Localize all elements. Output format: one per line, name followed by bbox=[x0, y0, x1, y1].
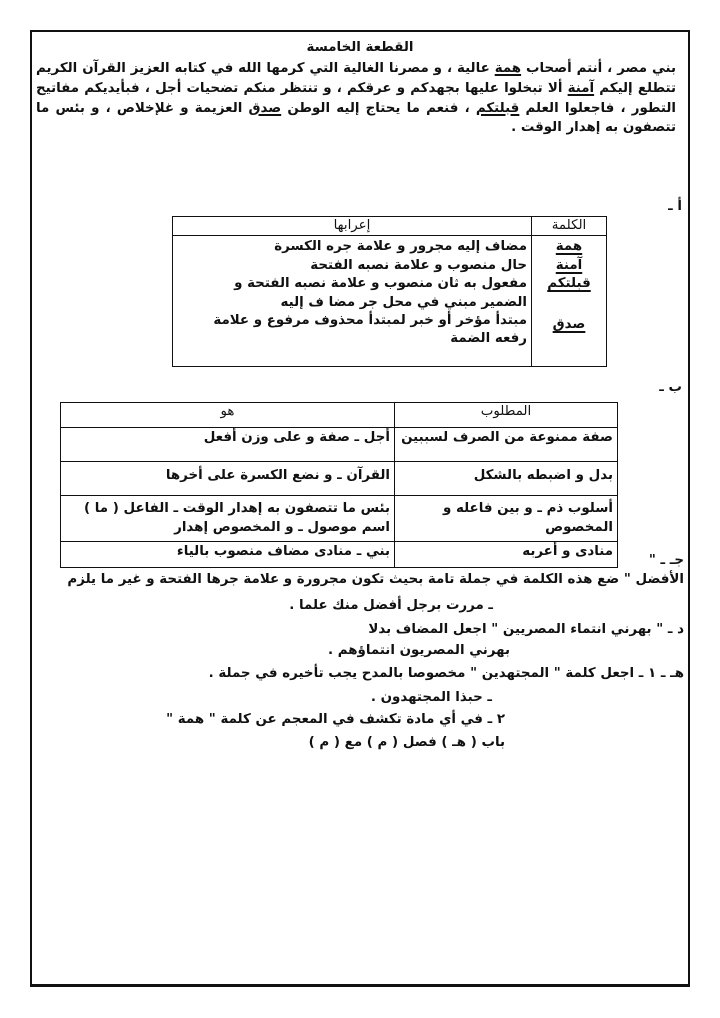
parsing-line: مبتدأ مؤخر أو خبر لمبتدأ محذوف مرفوع و علامة bbox=[213, 313, 527, 329]
section-d-question: د ـ " بهرني انتماء المصريين " اجعل المضاف بدلا bbox=[368, 622, 684, 637]
section-e-a1: ـ حبذا المجتهدون . bbox=[370, 690, 492, 705]
required-cell: منادى و أعربه bbox=[395, 542, 618, 568]
required-cell: بدل و اضبطه بالشكل bbox=[395, 462, 618, 496]
section-a-label: أ ـ bbox=[668, 199, 682, 214]
passage-part: العزيمة و غلإخلاص ، و بئس ما تتصفون به إهدار الوقت . bbox=[36, 100, 676, 136]
required-cell: صفة ممنوعة من الصرف لسببين bbox=[395, 428, 618, 462]
underlined-word: همة bbox=[494, 61, 522, 76]
parsing-line: مضاف إليه مجرور و علامة جره الكسرة bbox=[274, 239, 527, 255]
section-c-answer: ـ مررت برجل أفضل منك علما . bbox=[289, 598, 493, 613]
table-row bbox=[61, 542, 618, 568]
word: آمنة bbox=[555, 257, 583, 273]
answer-cell: بئس ما تتصفون به إهدار الوقت ـ الفاعل ( ما ) اسم موصول ـ و المخصوص إهدار bbox=[61, 496, 395, 542]
required-cell: أسلوب ذم ـ و بين فاعله و المخصوص bbox=[395, 496, 618, 542]
section-c-question: الأفضل " ضع هذه الكلمة في جملة تامة بحيث تكون مجرورة و علامة جرها الفتحة و غير ما يلزم bbox=[67, 572, 684, 587]
underlined-word: صدق bbox=[248, 100, 282, 116]
answer-cell: القرآن ـ و نضع الكسرة على أخرها bbox=[61, 462, 395, 496]
table-row bbox=[61, 496, 618, 542]
passage-part: بني مصر ، أنتم أصحاب bbox=[521, 61, 676, 76]
passage-part: عالية ، و مصرنا الغالية التي كرمها الله في كتابه العزيز القرآن الكريم تتطلع إليكم bbox=[36, 61, 676, 96]
answer-cell: بني ـ منادى مضاف منصوب بالياء bbox=[61, 542, 395, 568]
underlined-word: آمنة bbox=[567, 80, 595, 96]
passage-part: ألا تبخلوا عليها بجهدكم و عرقكم ، و تنتظر منكم تضحيات أجل ، فبأيديكم مفاتيح التطور ، فاجعلوا العلم bbox=[36, 80, 676, 116]
section-b-label: ب ـ bbox=[659, 380, 682, 395]
passage-title: القطعة الخامسة bbox=[306, 40, 414, 55]
header-required: المطلوب bbox=[395, 403, 618, 428]
parsing-line: مفعول به ثان منصوب و علامة نصبه الفتحة و bbox=[234, 276, 527, 292]
section-d-answer: بهرني المصريون انتماؤهم . bbox=[327, 643, 510, 658]
passage-text bbox=[36, 59, 676, 138]
section-e-a2: باب ( هـ ) فصل ( م ) مع ( م ) bbox=[308, 735, 505, 750]
parsing-line: حال منصوب و علامة نصبه الفتحة bbox=[310, 257, 527, 273]
parsing-table bbox=[172, 216, 607, 367]
requirements-table bbox=[60, 402, 618, 568]
underlined-word: قبلتكم bbox=[475, 100, 520, 116]
table-row bbox=[173, 236, 607, 367]
header-answer: هو bbox=[61, 403, 395, 428]
table-row bbox=[61, 462, 618, 496]
section-e-q2: ٢ ـ في أي مادة تكشف في المعجم عن كلمة " همة " bbox=[166, 712, 505, 727]
table-header-row bbox=[61, 403, 618, 428]
parsing-cell bbox=[173, 236, 532, 367]
parsing-line: الضمير مبني في محل جر مضا ف إليه bbox=[280, 294, 527, 310]
word: قبلتكم bbox=[547, 276, 591, 292]
words-cell bbox=[532, 236, 607, 367]
passage-part: ، فنعم ما يحتاج إليه الوطن bbox=[281, 100, 476, 116]
section-e-q1: هـ ـ ١ ـ اجعل كلمة " المجتهدين " مخصوصا بالمدح يجب تأخيره في جملة . bbox=[208, 666, 684, 681]
section-c-label: جـ ـ " bbox=[648, 553, 684, 568]
parsing-line: رفعه الضمة bbox=[450, 331, 527, 347]
word: صدق bbox=[552, 316, 586, 332]
word: همة bbox=[555, 239, 583, 255]
header-parsing: إعرابها bbox=[173, 217, 532, 236]
table-header-row bbox=[173, 217, 607, 236]
header-word: الكلمة bbox=[532, 217, 607, 236]
table-row bbox=[61, 428, 618, 462]
answer-cell: أجل ـ صفة و على وزن أفعل bbox=[61, 428, 395, 462]
